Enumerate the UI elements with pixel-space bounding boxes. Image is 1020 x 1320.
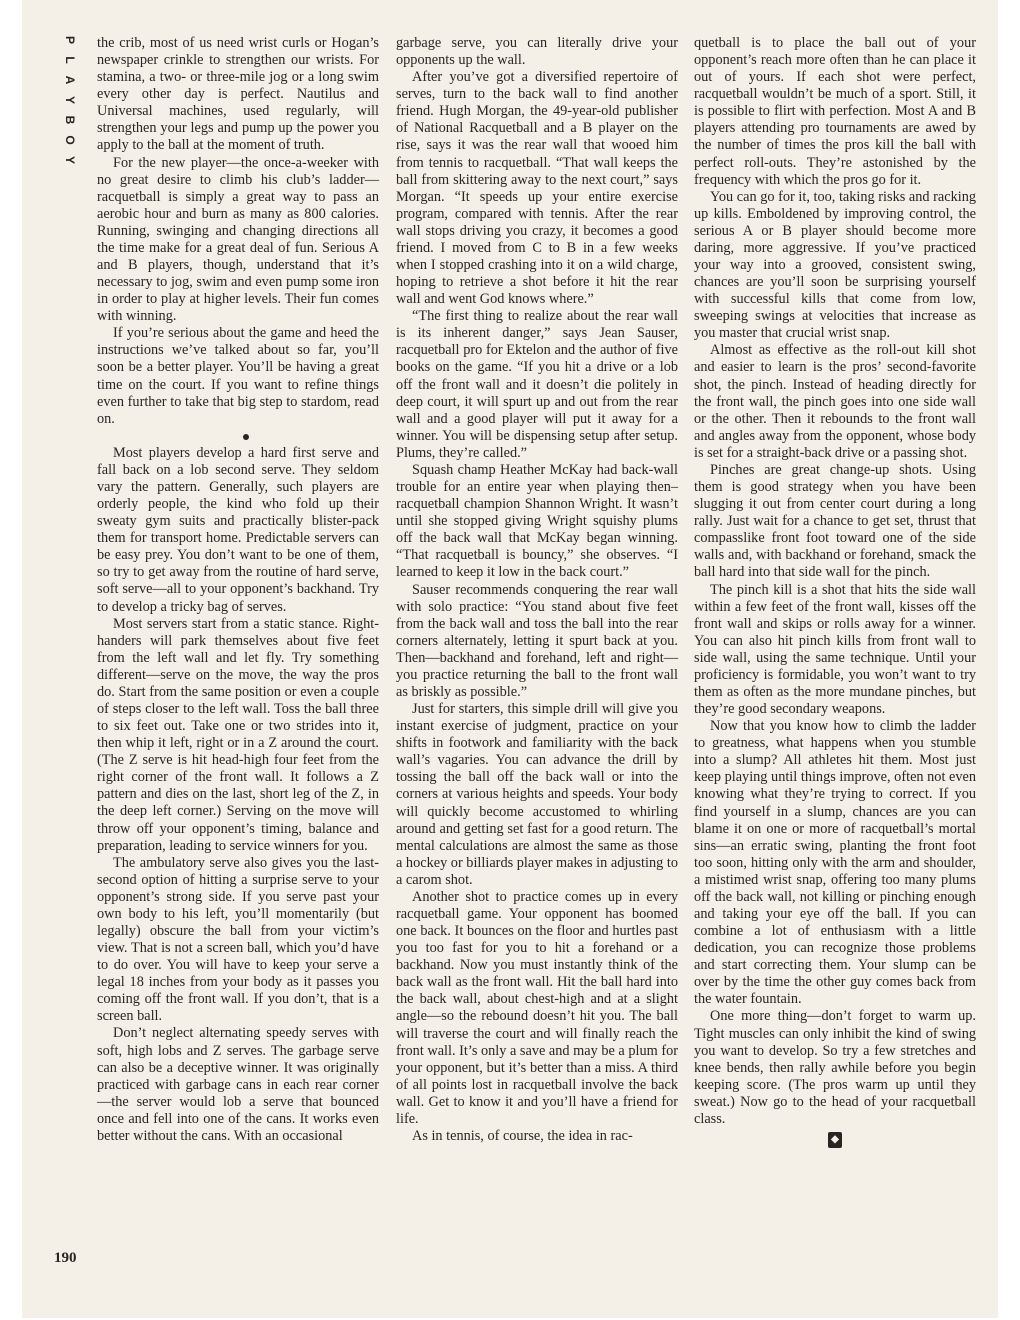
text-column-1 [97,35,379,1145]
masthead-letter: B [63,115,77,125]
text-column-3 [694,35,976,1148]
masthead-letter: P [63,35,77,44]
article-paragraph: The ambulatory serve also gives you the last-second option of hitting a surprise serve to your opponent’s strong side. If you serve past your own body to his left, you’ll momentarily (but legally) obscure the ball from your victim’s view. That is not a screen ball, which you’d have to do over. You will have to keep your serve a legal 18 inches from your body as it passes you coming off the front wall. If you don’t, that is a screen ball. [97,854,379,1025]
article-paragraph: garbage serve, you can literally drive your opponents up the wall. [396,35,678,69]
article-paragraph: Squash champ Heather McKay had back-wall trouble for an entire year when playing then–racquetball champion Shannon Wright. It wasn’t until she stopped giving Wright squishy plums off the back wall that McKay began winning. “That racquetball is bouncy,” she observes. “I learned to keep it low in the back court.” [396,461,678,581]
article-paragraph: The pinch kill is a shot that hits the side wall within a few feet of the front wall, kisses off the front wall and skips or rolls away for a winner. You can also hit pinch kills from front wall to side wall, using the same technique. Until your proficiency is formidable, you won’t want to try them as often as the more mundane pinches, but they’re good secondary weapons. [694,581,976,718]
article-paragraph: Another shot to practice comes up in every racquetball game. Your opponent has boomed one back. It bounces on the floor and hurtles past you too fast for you to hit a forehand or a backhand. Now you must instantly think of the back wall as the front wall. Hit the ball hard into the back wall, about chest-high and at a slight angle—so the rebound doesn’t hit you. The ball will traverse the court and will finally reach the front wall. It’s only a save and may be a plum for your opponent, but it’s better than a miss. A third of all points lost in racquetball involve the back wall. Get to know it and you’ll have a friend for life. [396,888,678,1127]
article-paragraph: Now that you know how to climb the ladder to greatness, what happens when you stumble into a slump? All athletes hit them. Most just keep playing until things improve, often not even knowing what they’re trying to correct. If you find yourself in a slump, chances are you can blame it on one or more of racquetball’s mortal sins—an erratic swing, planting the front foot too soon, hitting only with the arm and shoulder, a mistimed wrist snap, offering too many plums off the back wall, not killing or pinching enough and taking your eye off the ball. If you can combine a lot of enthusiasm with a little dedication, you can recognize those problems and start correcting them. Your slump can be over by the time the other guy comes back from the water fountain. [694,718,976,1008]
article-paragraph: Pinches are great change-up shots. Using them is good strategy when you have been slugging it out from center court during a long rally. Just wait for a chance to get set, thrust that compasslike front foot toward one of the side walls and, with backhand or forehand, smack the ball hard into that side wall for the pinch. [694,461,976,581]
masthead-letter: L [63,56,77,64]
article-paragraph: Just for starters, this simple drill will give you instant exercise of judgment, practice on your shifts in footwork and familiarity with the back wall’s vagaries. You can advance the drill by tossing the ball off the back wall or into the corners at various heights and speeds. Your body will quickly become accustomed to whirling around and getting set fast for a good return. The mental calculations are almost the same as those a hockey or billiards player makes in adjusting to a carom shot. [396,701,678,888]
article-paragraph: quetball is to place the ball out of your opponent’s reach more often than he can place it out of yours. If each shot were perfect, racquetball wouldn’t be much of a sport. Still, it is possible to flirt with perfection. Most A and B players attending pro tournaments are awed by the number of times the pros kill the ball with perfect roll-outs. They’re astonished by the frequency with which the pros go for it. [694,35,976,188]
article-paragraph: Don’t neglect alternating speedy serves with soft, high lobs and Z serves. The garbage serve can also be a deceptive winner. It was originally practiced with garbage cans in each rear corner—the server would lob a serve that bounced once and fell into one of the cans. It works even better without the cans. With an occasional [97,1025,379,1144]
section-bullet [97,428,379,445]
article-paragraph: “The first thing to realize about the rear wall is its inherent danger,” says Jean Sauser, racquetball pro for Ektelon and the author of five books on the game. “If you hit a drive or a lob off the front wall and it doesn’t die politely in deep court, it will spurt up and out from the rear wall and a good player will put it away for a winner. You will be dispensing setup after setup. Plums, they’re called.” [396,308,678,461]
masthead [62,30,78,170]
article-paragraph: For the new player—the once-a-weeker with no great desire to climb his club’s ladder—racquetball is simply a great way to pass an aerobic hour and burn as many as 800 calories. Running, swinging and changing directions all the time make for a great deal of fun. Serious A and B players, though, understand that it’s necessary to jog, swim and even pump some iron in order to play at higher levels. Their fun comes with winning. [97,154,379,325]
masthead-letter: A [63,75,77,85]
article-paragraph: Most players develop a hard first serve and fall back on a lob second serve. They seldom vary the pattern. Generally, such players are orderly people, the kind who fold up their sweaty gym suits and practically blister-pack them for transport home. Predictable servers can be easy prey. You don’t want to be one of them, so try to get away from the routine of hard serve, soft serve—all to your opponent’s backhand. Try to develop a tricky bag of serves. [97,444,379,615]
article-paragraph: After you’ve got a diversified repertoire of serves, turn to the back wall to find another friend. Hugh Morgan, the 49-year-old publisher of National Racquetball and a B player on the rise, says it was the rear wall that wooed him from tennis to racquetball. “That wall keeps the ball from skittering away to the next court,” says Morgan. “It speeds up your entire exercise program, compared with tennis. After the rear wall stops driving you crazy, it becomes a good friend. I moved from C to B in a few weeks when I stopped crashing into it on a wild charge, hoping to retrieve a shot before it hit the rear wall and went God knows where.” [396,69,678,308]
article-paragraph: You can go for it, too, taking risks and racking up kills. Emboldened by improving control, the serious A or B player should become more daring, more aggressive. If you’ve practiced your way into a grooved, consistent swing, chances are you’ll soon be surprising yourself with successful kills that come from low, sweeping swings at velocities that increase as you master that crucial wrist snap. [694,188,976,342]
text-column-2 [396,35,678,1145]
article-paragraph: the crib, most of us need wrist curls or Hogan’s newspaper crinkle to strengthen our wrists. For stamina, a two- or three-mile jog or a long swim every other day is perfect. Nautilus and Universal machines, used regularly, will strengthen your legs and pump up the power you apply to the ball at the moment of truth. [97,35,379,154]
masthead-letter: Y [63,155,77,164]
article-paragraph: One more thing—don’t forget to warm up. Tight muscles can only inhibit the kind of swing you want to develop. So try a few stretches and knee bends, then rally awhile before you begin keeping score. (The pros warm up until they sweat.) Now go to the head of your racquetball class. [694,1008,976,1127]
masthead-letter: Y [63,95,77,104]
article-paragraph: Sauser recommends conquering the rear wall with solo practice: “You stand about five feet from the back wall and toss the ball into the rear corners alternately, letting it spurt back at you. Then—backhand and forehand, left and right—you practice returning the ball to the front wall as briskly as possible.” [396,581,678,700]
article-paragraph: Most servers start from a static stance. Right-handers will park themselves about five feet from the left wall and let fly. Try something different—serve on the move, the way the pros do. Start from the same position or even a couple of steps closer to the left wall. Toss the ball three to six feet out. Take one or two strides into it, then whip it left, right or in a Z around the court. (The Z serve is hit head-high four feet from the right corner of the front wall. It follows a Z pattern and dies on the last, short leg of the Z, in the deep left corner.) Serving on the move will throw off your opponent’s timing, balance and preparation, leading to service winners for you. [97,615,379,854]
page-number: 190 [54,1250,77,1266]
masthead-letter: O [63,135,77,145]
magazine-page [22,0,998,1318]
article-paragraph: If you’re serious about the game and heed the instructions we’ve talked about so far, you’ll soon be a better player. You’ll be having a great time on the court. If you want to refine things even further to take that big step to stardom, read on. [97,325,379,427]
article-paragraph: As in tennis, of course, the idea in rac- [412,1128,633,1144]
rabbit-head-end-mark-icon: ◆ [694,1130,976,1148]
article-paragraph: Almost as effective as the roll-out kill shot and easier to learn is the pros’ second-favorite shot, the pinch. Instead of heading directly for the front wall, the pinch goes into one side wall or the other. Then it rebounds to the front wall and angles away from the opponent, whose body is set for a straight-back drive or a passing shot. [694,342,976,461]
